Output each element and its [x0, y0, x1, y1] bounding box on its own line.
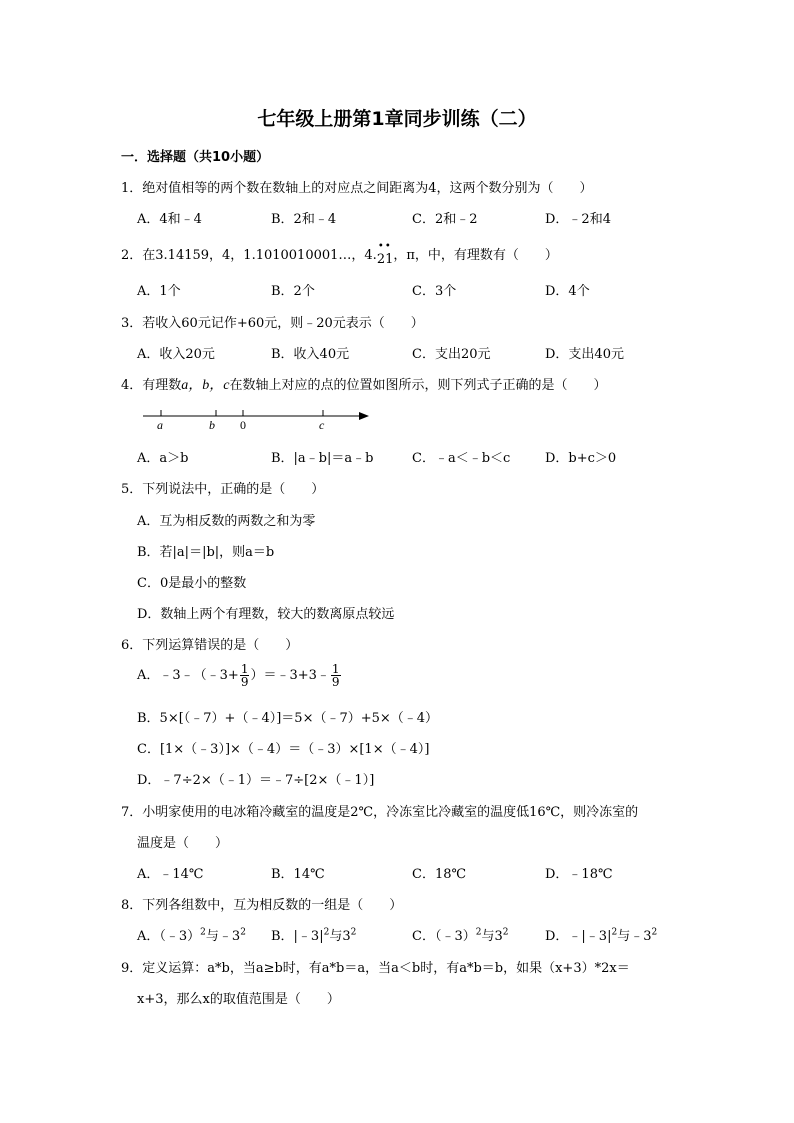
q5-option-d: D．数轴上两个有理数，较大的数离原点较远 [137, 607, 395, 622]
q6-option-b: B．5×[（﹣7）+（﹣4）]＝5×（﹣7）+5×（﹣4） [137, 711, 439, 726]
q8-option-b: B．$|﹣3|^2$与$3^2$ [271, 927, 357, 944]
q4-variables: a，b，c [181, 378, 230, 393]
q1-option-d: D．﹣2和4 [545, 212, 611, 227]
q7-option-b: B．14℃ [271, 867, 325, 882]
q1-option-b: B．2和﹣4 [271, 212, 337, 227]
label-zero: 0 [240, 418, 246, 432]
question-2-stem [121, 241, 558, 267]
q4-option-d: D．b+c＞0 [545, 451, 617, 466]
q3-option-c: C．支出20元 [412, 347, 491, 362]
q3-option-a: A．收入20元 [137, 347, 215, 362]
q5-option-a: A．互为相反数的两数之和为零 [137, 514, 316, 529]
number-line [135, 404, 375, 434]
q4-stem-end: 在数轴上对应的点的位置如图所示，则下列式子正确的是（ ） [229, 378, 607, 393]
q2-option-d: D．4个 [545, 284, 590, 299]
q2-stem-start: 2．在3.14159，4，1.1010010001…，4. [121, 248, 377, 263]
fraction-one-ninth-2: $\frac{1}{9}$ [331, 662, 340, 689]
q7-option-a: A．﹣14℃ [137, 867, 204, 882]
q2-stem-end: ，π，中，有理数有（ ） [393, 248, 558, 263]
q7-option-d: D．﹣18℃ [545, 867, 613, 882]
label-b: b [209, 418, 215, 432]
question-6-stem: 6．下列运算错误的是（ ） [121, 638, 299, 653]
q1-option-a: A．4和﹣4 [137, 212, 202, 227]
q4-option-a: A．a＞b [137, 451, 189, 466]
repeating-decimal: • • 21 [376, 241, 394, 267]
q4-stem-start: 4．有理数 [121, 378, 182, 393]
fraction-one-ninth: $\frac{1}{9}$ [240, 662, 249, 689]
q2-option-b: B．2个 [271, 284, 315, 299]
document-title: 七年级上册第1章同步训练（二） [257, 108, 537, 130]
q7-option-c: C．18℃ [412, 867, 467, 882]
q4-option-c: C．﹣a＜﹣b＜c [412, 451, 511, 466]
question-3-stem: 3．若收入60元记作+60元，则﹣20元表示（ ） [121, 316, 424, 331]
q8-option-a: A．（﹣3）$^2$与$﹣3^2$ [137, 927, 246, 944]
q8-option-d: D．$﹣|﹣3|^2$与$﹣3^2$ [545, 927, 658, 944]
label-c: c [319, 418, 325, 432]
q4-option-b: B．|a﹣b|＝a﹣b [271, 451, 374, 466]
q5-option-c: C．0是最小的整数 [137, 576, 247, 591]
q6-a-part1: A．﹣3﹣（﹣3+ [137, 668, 239, 683]
q6-a-part2: ）＝﹣3+3﹣ [250, 668, 330, 683]
question-8-stem: 8．下列各组数中，互为相反数的一组是（ ） [121, 898, 403, 913]
q6-option-d: D．﹣7÷2×（﹣1）＝﹣7÷[2×（﹣1）] [137, 773, 375, 788]
q3-option-b: B．收入40元 [271, 347, 350, 362]
question-9-stem: 9．定义运算：a*b，当a≥b时，有a*b＝a，当a＜b时，有a*b＝b，如果（x+3）*2x＝ [121, 961, 630, 976]
q6-option-a [137, 663, 342, 688]
question-7-stem: 7．小明家使用的电冰箱冷藏室的温度是2℃，冷冻室比冷藏室的温度低16℃，则冷冻室的 [121, 805, 639, 820]
label-a: a [157, 418, 163, 432]
question-7-stem-cont: 温度是（ ） [137, 836, 229, 851]
q6-option-c: C．[1×（﹣3）]×（﹣4）＝（﹣3）×[1×（﹣4）] [137, 742, 430, 757]
q3-option-d: D．支出40元 [545, 347, 624, 362]
section-heading: 一．选择题（共10小题） [121, 150, 270, 165]
question-1-stem: 1．绝对值相等的两个数在数轴上的对应点之间距离为4，这两个数分别为（ ） [121, 181, 593, 196]
repeating-digits: 21 [376, 252, 394, 267]
question-5-stem: 5．下列说法中，正确的是（ ） [121, 482, 325, 497]
question-4-stem [121, 374, 607, 394]
q8-option-c: C．（﹣3）$^2$与$3^2$ [412, 927, 509, 944]
q5-option-b: B．若|a|＝|b|，则a＝b [137, 545, 275, 560]
q2-option-a: A．1个 [137, 284, 181, 299]
question-9-stem-cont: x+3，那么x的取值范围是（ ） [137, 992, 340, 1007]
q2-option-c: C．3个 [412, 284, 457, 299]
axis-arrow [359, 412, 369, 420]
q1-option-c: C．2和﹣2 [412, 212, 478, 227]
